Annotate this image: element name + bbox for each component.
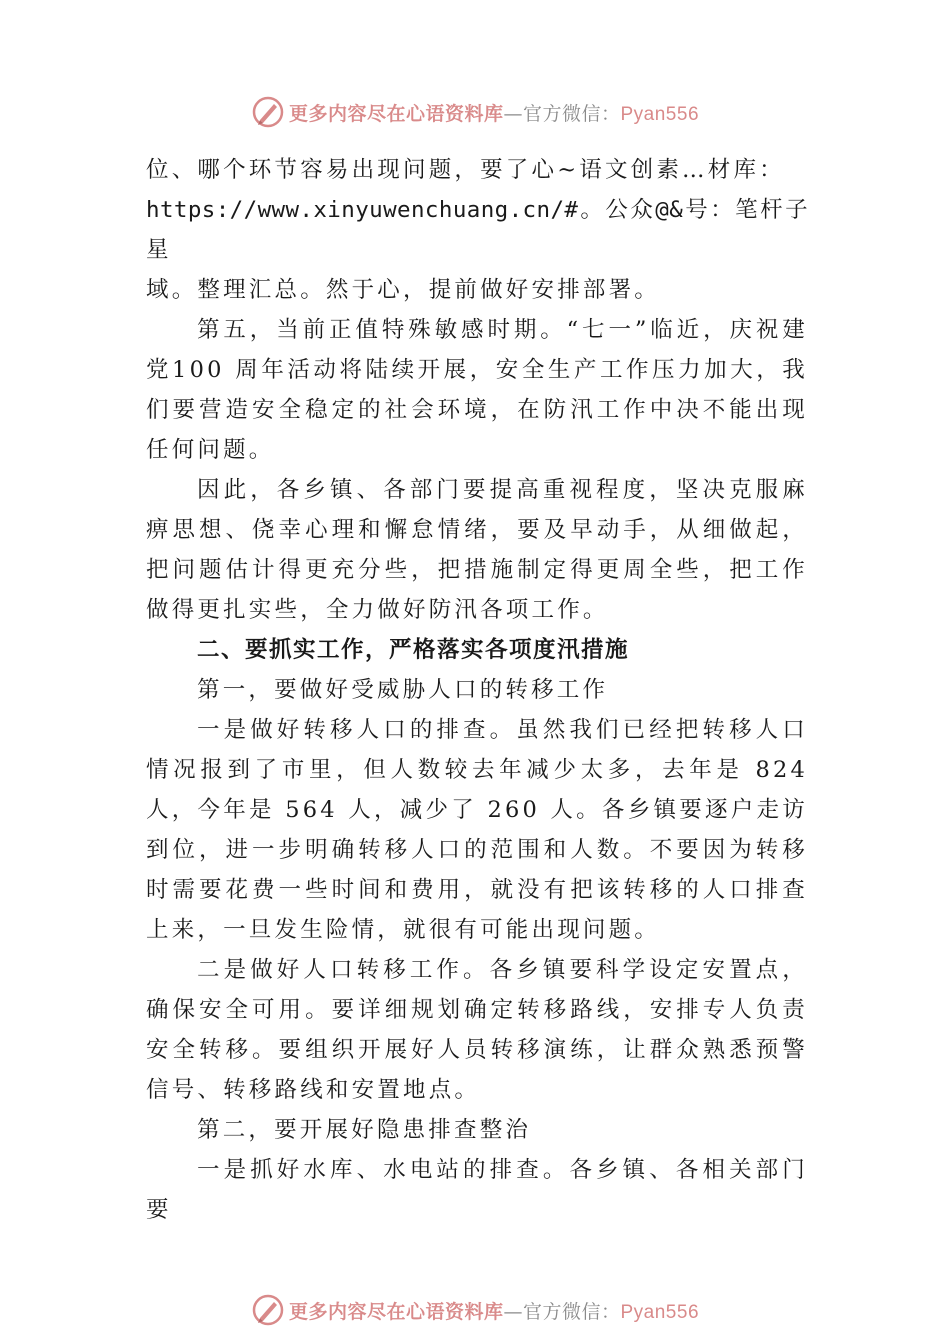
paragraph-2: 第五，当前正值特殊敏感时期。“七一”临近，庆祝建党100 周年活动将陆续开展，安全生产工作压力加大，我们要营造安全稳定的社会环境，在防汛工作中决不能出现任何问题。 bbox=[146, 317, 808, 463]
paragraph-5: 一是做好转移人口的排查。虽然我们已经把转移人口情况报到了市里，但人数较去年减少太多，去年是 824 人，今年是 564 人，减少了 260 人。各乡镇要逐户走访到位，进一步明确转移人口的范围和人数。不要因为转移时需要花费一些时间和费用，就没有把该转移的人口排查上来，一旦发生险情，就很有可能出现问题。 bbox=[146, 717, 808, 943]
paragraph-7: 第二，要开展好隐患排查整治 bbox=[197, 1117, 532, 1143]
section-heading-2: 二、要抓实工作，严格落实各项度汛措施 bbox=[197, 637, 630, 663]
header-banner bbox=[0, 92, 950, 132]
header-banner-text: 更多内容尽在心语资料库 bbox=[288, 102, 504, 125]
footer-banner-sub: —官方微信： bbox=[503, 1300, 621, 1323]
pen-logo-icon bbox=[251, 95, 285, 129]
header-banner-label bbox=[289, 99, 699, 126]
pen-logo-icon bbox=[251, 1293, 285, 1327]
paragraph-1-line-1: 位、哪个环节容易出现问题，要了心~语文创素…材库： bbox=[146, 157, 785, 183]
paragraph-4: 第一，要做好受威胁人口的转移工作 bbox=[197, 677, 609, 703]
paragraph-1-line-3: 域。整理汇总。然于心，提前做好安排部署。 bbox=[146, 277, 661, 303]
paragraph-1-url-line: https://www.xinyuwenchuang.cn/#。公众@&号：笔杆子星 bbox=[146, 197, 808, 263]
paragraph-3: 因此，各乡镇、各部门要提高重视程度，坚决克服麻痹思想、侥幸心理和懈怠情绪，要及早动手，从细做起，把问题估计得更充分些，把措施制定得更周全些，把工作做得更扎实些，全力做好防汛各项工作。 bbox=[146, 477, 808, 623]
footer-banner-text: 更多内容尽在心语资料库 bbox=[288, 1300, 504, 1323]
paragraph-8: 一是抓好水库、水电站的排查。各乡镇、各相关部门要 bbox=[146, 1157, 808, 1223]
footer-banner-label bbox=[289, 1297, 699, 1324]
footer-banner-id: Pyan556 bbox=[620, 1301, 700, 1323]
header-banner-id: Pyan556 bbox=[620, 103, 700, 125]
footer-banner bbox=[0, 1290, 950, 1330]
paragraph-6: 二是做好人口转移工作。各乡镇要科学设定安置点，确保安全可用。要详细规划确定转移路线，安排专人负责安全转移。要组织开展好人员转移演练，让群众熟悉预警信号、转移路线和安置地点。 bbox=[146, 957, 808, 1103]
document-body bbox=[146, 150, 808, 1230]
header-banner-sub: —官方微信： bbox=[503, 102, 621, 125]
